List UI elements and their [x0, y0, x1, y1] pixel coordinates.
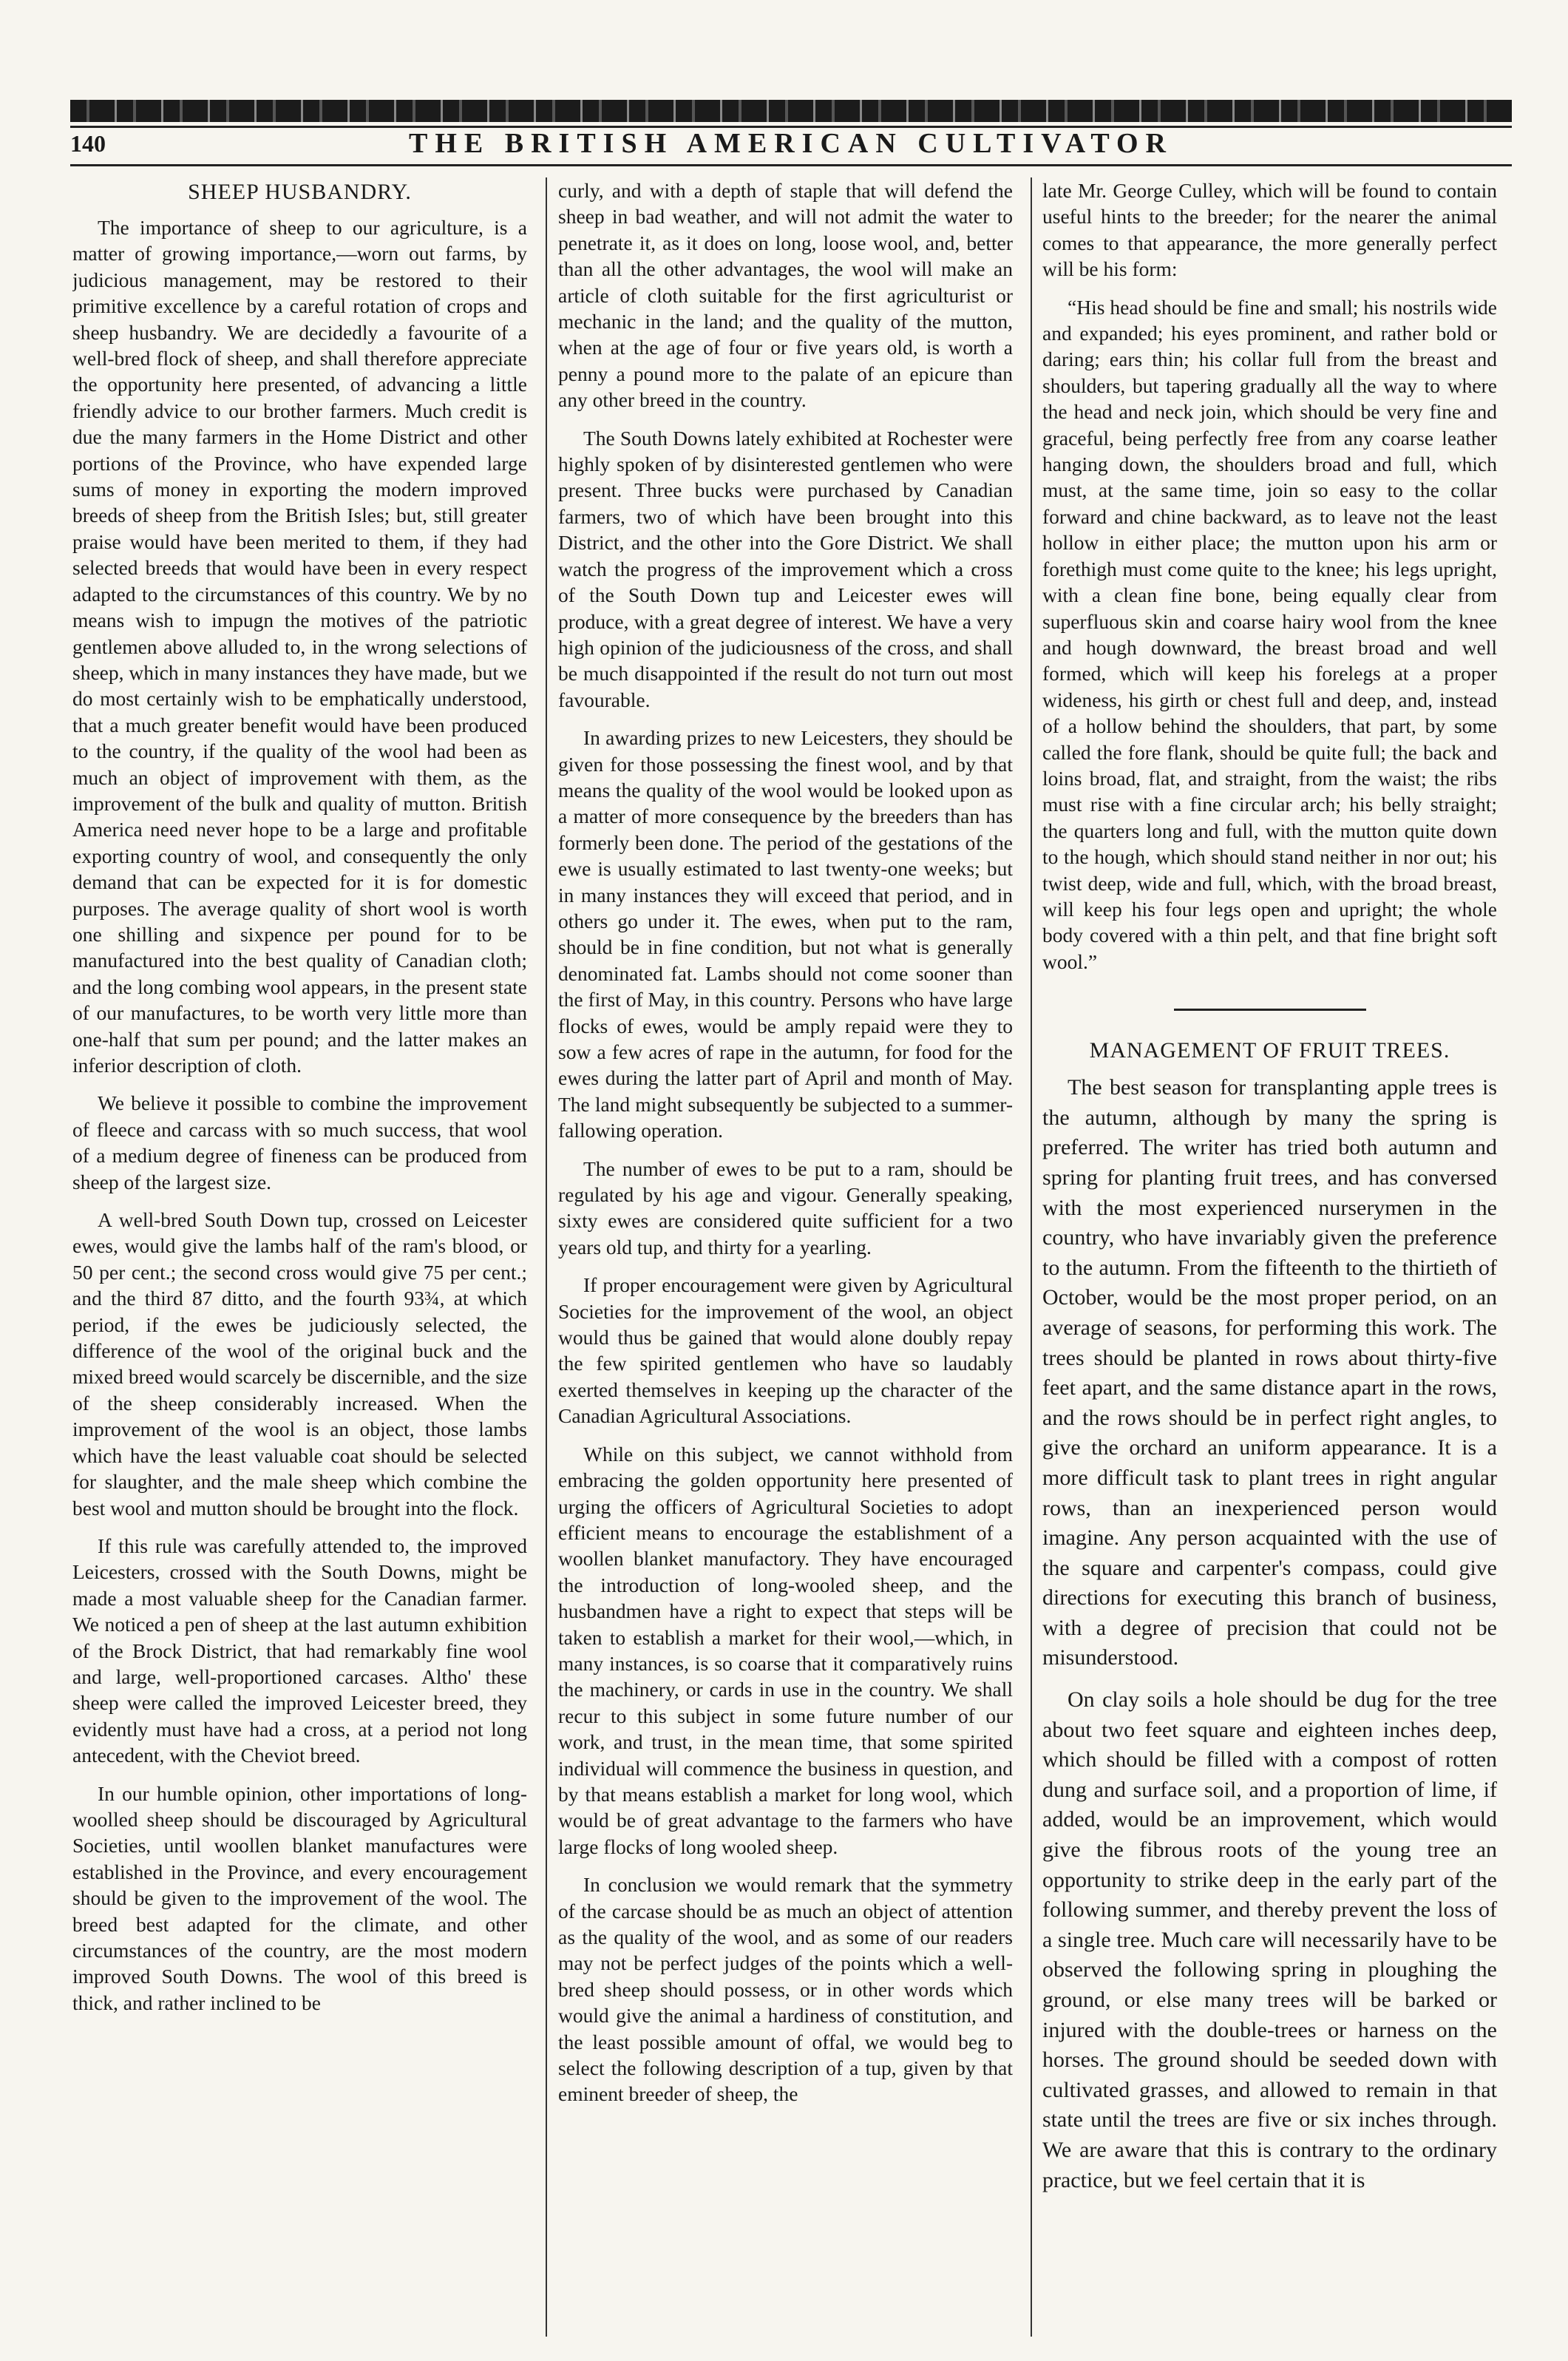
article-paragraph: In our humble opinion, other importations of long-woolled sheep should be discouraged by Agricultural Societies, until woollen blanket manufactures were established in the Province, and every encouragement should be given to the improvement of the wool. The breed best adapted for the climate, and other circumstances of the country, are the most modern improved South Downs. The wool of this breed is thick, and rather inclined to be — [72, 1781, 527, 2014]
article-paragraph: late Mr. George Culley, which will be found to contain useful hints to the breeder; for the nearer the animal comes to that appearance, the more generally perfect will be his form: — [1042, 179, 1497, 281]
decorative-top-rule — [70, 100, 1512, 122]
article-paragraph: If this rule was carefully attended to, the improved Leicesters, crossed with the South Downs, might be made a most valuable sheep for the Canadian farmer. We noticed a pen of sheep at the last autumn exhibition of the Brock District, that had remarkably fine wool and large, well-proportioned carcases. Altho' these sheep were called the improved Leicester breed, they evidently must have had a cross, at a period not long antecedent, with the Cheviot breed. — [72, 1534, 527, 1767]
article-title-fruit-trees: MANAGEMENT OF FRUIT TREES. — [1089, 1038, 1450, 1063]
column-1 — [72, 177, 527, 2337]
article-paragraph: We believe it possible to combine the improvement of fleece and carcass with so much success, that wool of a medium degree of fineness can be produced from sheep of the largest size. — [72, 1091, 527, 1193]
article-paragraph: A well-bred South Down tup, crossed on Leicester ewes, would give the lambs half of the ram's blood, or 50 per cent.; the second cross would give 75 per cent.; and the third 87 ditto, and the fourth 93¾, at which period, if the ewes be judiciously selected, the difference of the wool of the original buck and the mixed breed would scarcely be discernible, and the size of the sheep considerably increased. When the improvement of the wool is an object, those lambs which have the least valuable coat should be selected for slaughter, and the male sheep which combine the best wool and mutton should be brought into the flock. — [72, 1208, 527, 1520]
article-title-sheep-husbandry: SHEEP HUSBANDRY. — [188, 180, 412, 204]
article-paragraph: curly, and with a depth of staple that will defend the sheep in bad weather, and will not admit the water to penetrate it, as it does on long, loose wool, and, better than all the other advantages, the wool will make an article of cloth suitable for the first agriculturist or mechanic in the land; and the quality of the mutton, when at the age of four or five years old, is worth a penny a pound more to the palate of an epicure than any other breed in the country. — [558, 179, 1013, 412]
column-2 — [558, 177, 1013, 2337]
article-paragraph: The South Downs lately exhibited at Rochester were highly spoken of by disinterested gentlemen who were present. Three bucks were purchased by Canadian farmers, two of which have been brought into this District, and the other into the Gore District. We shall watch the progress of the improvement which a cross of the South Down tup and Leicester ewes will produce, with a great degree of interest. We have a very high opinion of the judiciousness of the cross, and shall be much disappointed if the result do not turn out most favourable. — [558, 426, 1013, 711]
block-quote: “His head should be fine and small; his nostrils wide and expanded; his eyes prominent, and rather bold or daring; ears thin; his collar full from the breast and shoulders, but tapering gradually all the way to where the head and neck join, which should be very fine and graceful, being perfectly free from any coarse leather hanging down, the shoulders broad and full, which must, at the same time, join so easy to the collar forward and chine backward, as to leave not the least hollow in either place; the mutton upon his arm or forethigh must come quite to the knee; his legs upright, with a clean fine bone, being equally clear from superfluous skin and coarse hairy wool from the knee and hough downward, the breast broad and well formed, which will keep his forelegs at a proper wideness, his girth or chest full and deep, and, instead of a hollow behind the shoulders, that part, by some called the fore flank, should be quite full; the back and loins broad, flat, and straight, from the waist; the ribs must rise with a fine circular arch; his belly straight; the quarters long and full, with the mutton quite down to the hough, which should stand neither in nor out; his twist deep, wide and full, which, with the broad breast, will keep his four legs open and upright; the whole body covered with a thin pelt, and that fine bright soft wool.” — [1042, 295, 1497, 973]
article-paragraph: In awarding prizes to new Leicesters, they should be given for those possessing the finest wool, and by that means the quality of the wool would be looked upon as a matter of more consequence by the breeders than has formerly been done. The period of the gestations of the ewe is usually estimated to last twenty-one weeks; but in many instances they will exceed that period, and in others go under it. The ewes, when put to the ram, should be in fine condition, but not what is generally denominated fat. Lambs should not come sooner than the first of May, in this country. Persons who have large flocks of ewes, would be amply repaid were they to sow a few acres of rape in the autumn, for food for the ewes during the latter part of April and month of May. The land might subsequently be subjected to a summer-fallowing operation. — [558, 726, 1013, 1142]
article-paragraph: On clay soils a hole should be dug for the tree about two feet square and eighteen inches deep, which should be filled with a compost of rotten dung and surface soil, and a proportion of lime, if added, would be an improvement, which would give the fibrous roots of the young tree an opportunity to strike deep in the early part of the following summer, and thereby prevent the loss of a single tree. Much care will necessarily have to be observed the following spring in ploughing the ground, or else many trees will be barked or injured with the double-trees or harness on the horses. The ground should be seeded down with cultivated grasses, and allowed to remain in that state until the trees are five or six inches through. We are aware that this is contrary to the ordinary practice, but we feel certain that it is — [1042, 1687, 1497, 2192]
column-divider — [546, 177, 547, 2337]
section-separator — [1174, 1009, 1366, 1011]
journal-title: THE BRITISH AMERICAN CULTIVATOR — [409, 128, 1173, 159]
column-3 — [1042, 177, 1497, 2337]
page-number: 140 — [70, 130, 106, 157]
article-paragraph: While on this subject, we cannot withhold from embracing the golden opportunity here presented of urging the officers of Agricultural Societies to adopt efficient means to encourage the establishment of a woollen blanket manufactory. They have encouraged the introduction of long-wooled sheep, and the husbandmen have a right to expect that steps will be taken to establish a market for their wool,—which, in many instances, is so coarse that it comparatively ruins the machinery, or cards in use in the country. We shall recur to this subject in some future number of our work, and trust, in the mean time, that some spirited individual will commence the business in question, and by that means establish a market for long wool, which would be of great advantage to the farmers who have large flocks of long wooled sheep. — [558, 1442, 1013, 1858]
column-divider — [1031, 177, 1032, 2337]
article-paragraph: If proper encouragement were given by Agricultural Societies for the improvement of the wool, an object would thus be gained that would alone doubly repay the few spirited gentlemen who have so laudably exerted themselves in keeping up the character of the Canadian Agricultural Associations. — [558, 1273, 1013, 1428]
article-paragraph: In conclusion we would remark that the symmetry of the carcase should be as much an object of attention as the quality of the wool, and as some of our readers may not be perfect judges of the points which a well-bred sheep should possess, or in other words which would give the animal a hardiness of constitution, and the least possible amount of offal, we would beg to select the following description of a tup, given by that eminent breeder of sheep, the — [558, 1873, 1013, 2106]
page-header — [70, 126, 1512, 166]
article-paragraph: The importance of sheep to our agriculture, is a matter of growing importance,—worn out farms, by judicious management, may be restored to their primitive excellence by a careful rotation of crops and sheep husbandry. We are decidedly a favourite of a well-bred flock of sheep, and shall therefore appreciate the opportunity here presented, of advancing a little friendly advice to our brother farmers. Much credit is due the many farmers in the Home District and other portions of the Province, who have expended large sums of money in exporting the modern improved breeds of sheep from the British Isles; but, still greater praise would have been merited to them, if they had selected breeds that would have been in every respect adapted to the circumstances of this country. We by no means wish to impugn the motives of the patriotic gentlemen above alluded to, in the wrong selections of sheep, which in many instances they have made, but we do most certainly wish to be emphatically understood, that a much greater benefit would have been produced to the country, if the quality of the wool had been as much an object of improvement with them, as the improvement of the bulk and quality of mutton. British America need never hope to be a large and profitable exporting country of wool, and consequently the only demand that can be expected for it is for domestic purposes. The average quality of short wool is worth one shilling and sixpence per pound for to be manufactured into the best quality of Canadian cloth; and the long combing wool appears, in the present state of our manufactures, to be worth very little more than one-half that sum per pound; and the latter makes an inferior description of cloth. — [72, 216, 527, 1077]
article-paragraph: The number of ewes to be put to a ram, should be regulated by his age and vigour. Generally speaking, sixty ewes are considered quite sufficient for a two years old tup, and thirty for a yearling. — [558, 1156, 1013, 1259]
article-paragraph: The best season for transplanting apple trees is the autumn, although by many the spring is preferred. The writer has tried both autumn and spring for planting fruit trees, and has conversed with the most experienced nurserymen in the country, who have invariably given the preference to the autumn. From the fifteenth to the thirtieth of October, would be the most proper period, on an average of seasons, for performing this work. The trees should be planted in rows about thirty-five feet apart, and the same distance apart in the rows, and the rows should be in perfect right angles, to give the orchard an uniform appearance. It is a more difficult task to plant trees in right angular rows, than an inexperienced person would imagine. Any person acquainted with the use of the square and carpenter's compass, could give directions for executing this branch of business, with a degree of precision that could not be misunderstood. — [1042, 1075, 1497, 1670]
